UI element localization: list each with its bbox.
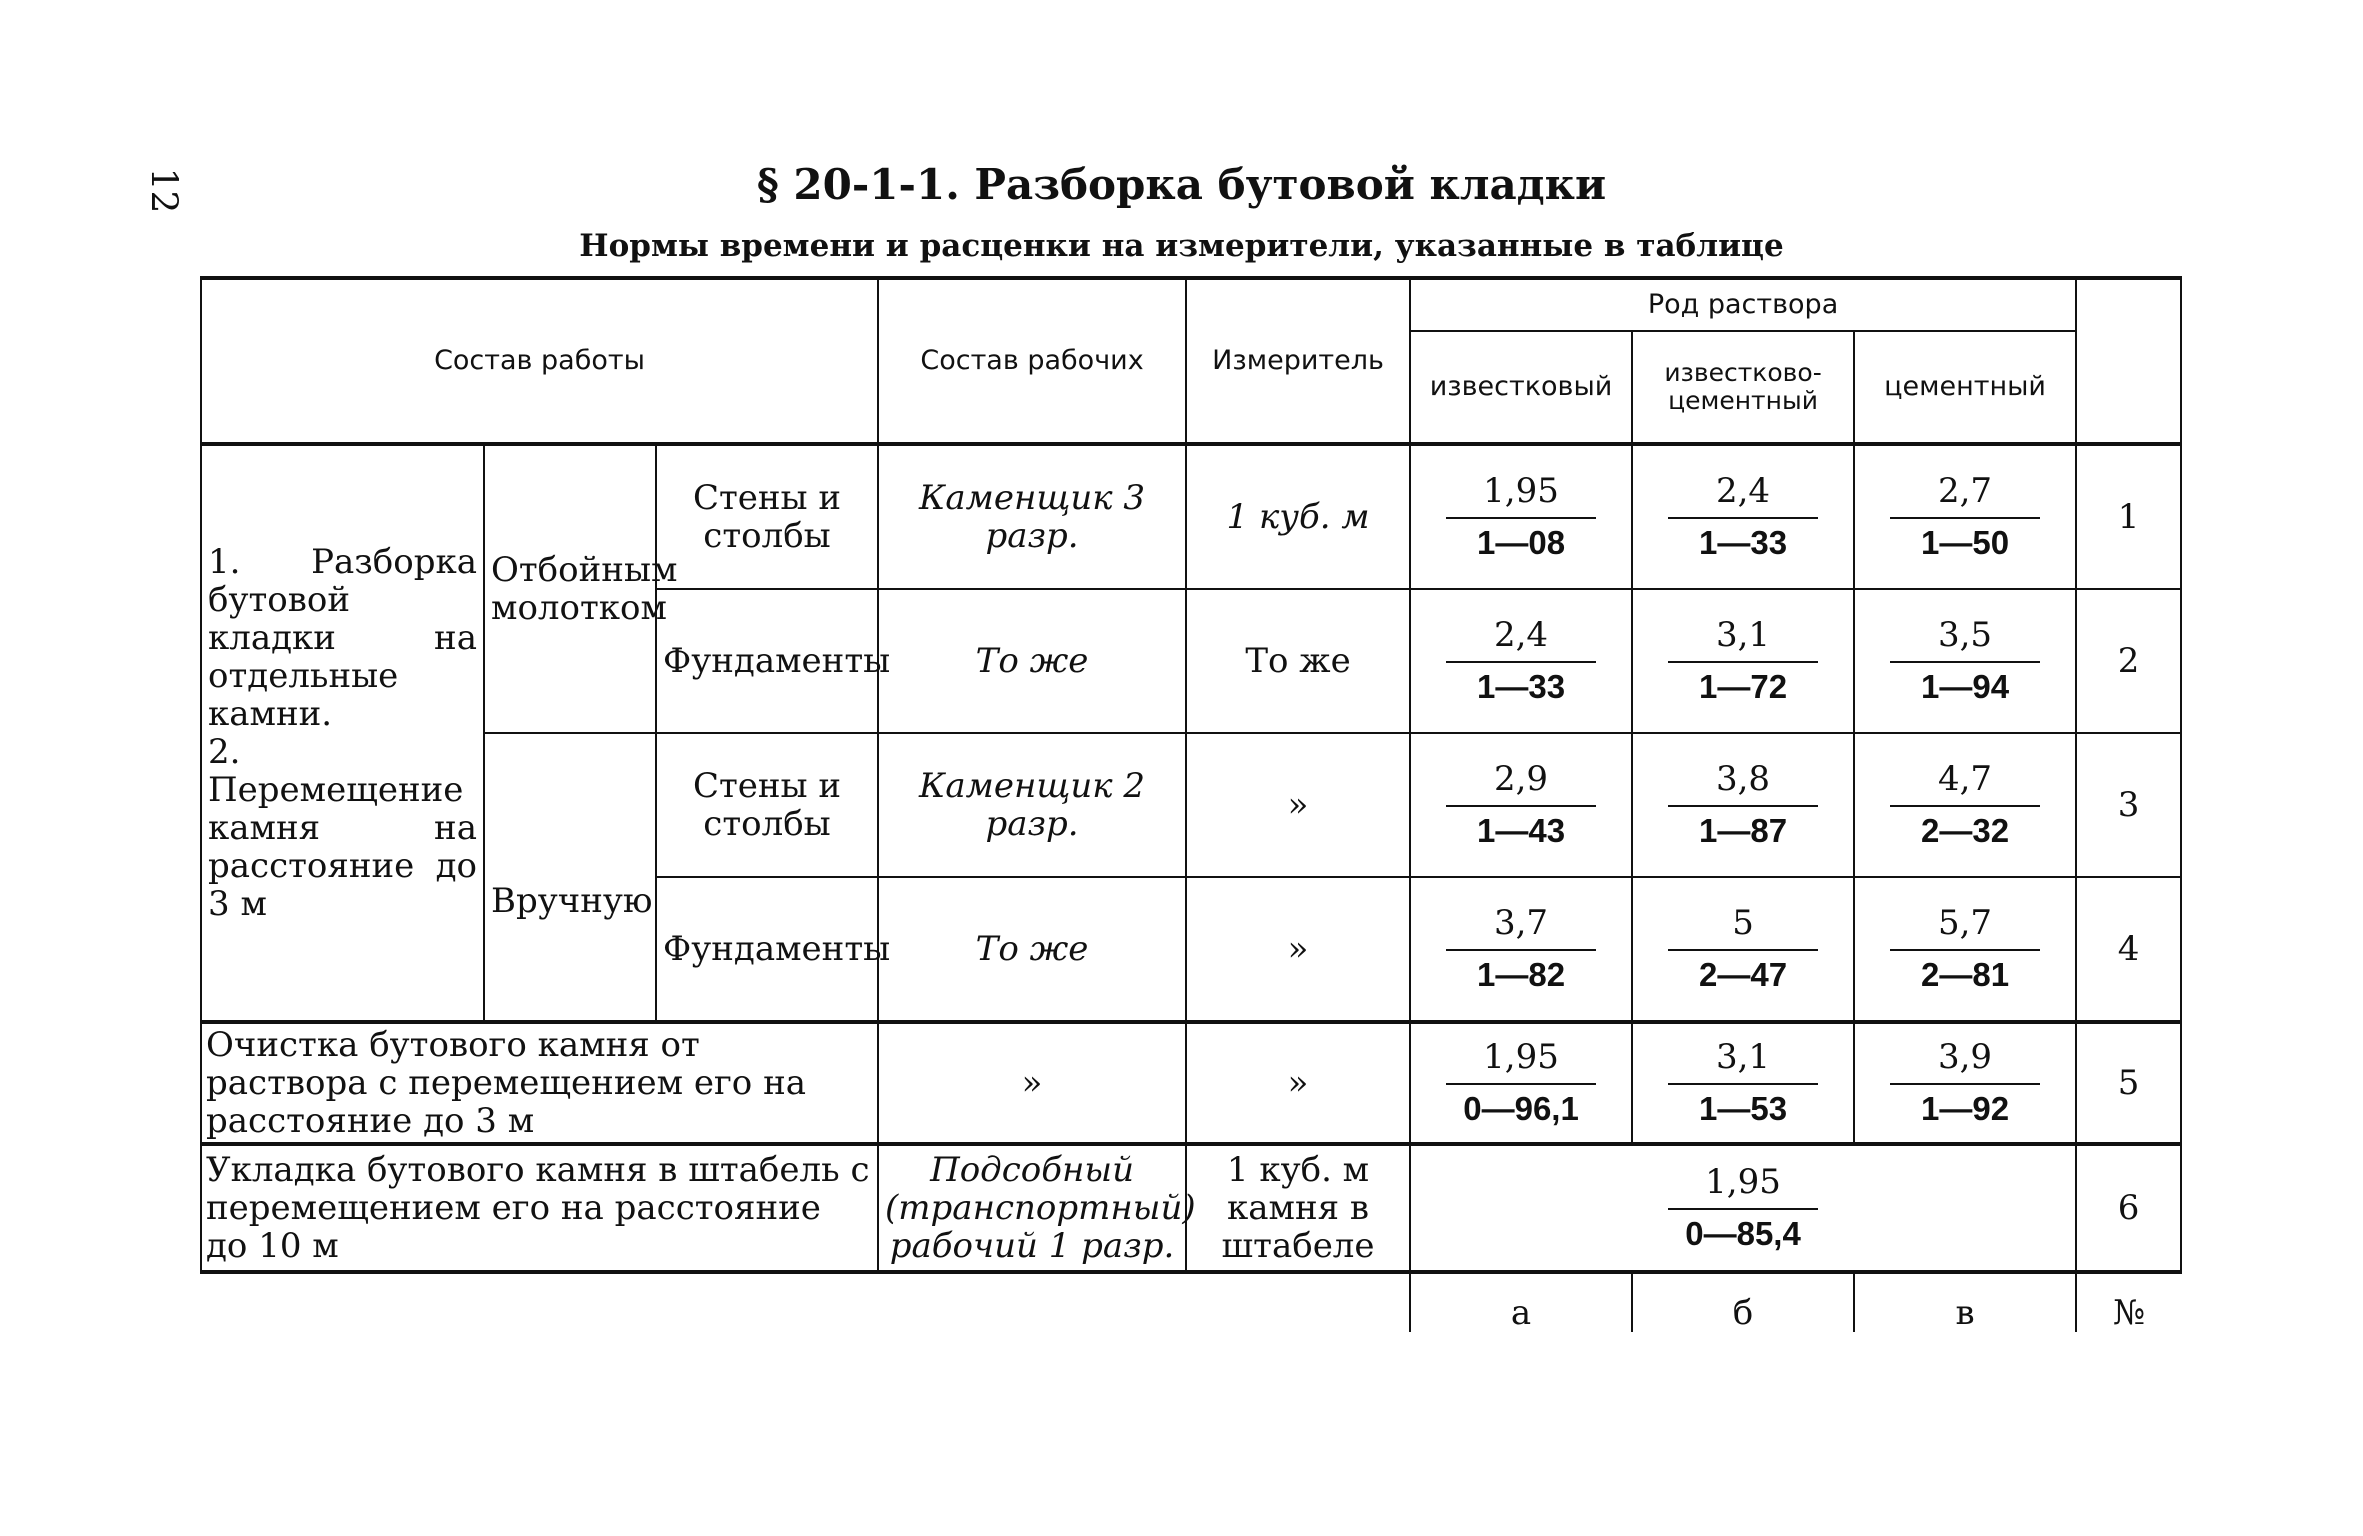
cement-cell: [1854, 444, 2076, 589]
lime-cell: [1410, 589, 1632, 733]
rate-value: 0—96,1: [1463, 1090, 1579, 1127]
header-workers-composition: Состав рабочих: [878, 278, 1186, 444]
table-row: [201, 444, 2181, 589]
description-cell: Укладка бутового камня в штабель с перемещением его на расстояние до 10 м: [201, 1144, 878, 1272]
lime-cell: [1410, 877, 1632, 1022]
header-row-1: [201, 278, 2181, 331]
norm-value: 1,95: [1668, 1162, 1818, 1210]
workers-cell: Подсобный (транспортный) рабочий 1 разр.: [878, 1144, 1186, 1272]
method-manual: Вручную: [484, 733, 656, 1022]
row-number: 6: [2076, 1144, 2181, 1272]
column-keys-row: [201, 1272, 2181, 1332]
norm-value: 3,7: [1446, 903, 1596, 951]
header-lime: известковый: [1410, 331, 1632, 444]
lime-cement-cell: [1632, 444, 1854, 589]
lime-cell: [1410, 733, 1632, 877]
norm-value: 5: [1668, 903, 1818, 951]
meter-cell: »: [1186, 877, 1410, 1022]
column-key-c: в: [1854, 1272, 2076, 1332]
rate-value: 1—33: [1699, 524, 1788, 561]
header-cement: цементный: [1854, 331, 2076, 444]
meter-cell: То же: [1186, 589, 1410, 733]
workers-cell: »: [878, 1022, 1186, 1144]
norm-value: 4,7: [1890, 759, 2040, 807]
group1-description-1: 1. Разборка бутовой кладки на отдельные камни.: [208, 542, 477, 734]
method-hammer: Отбойным молотком: [484, 444, 656, 733]
table-row: [201, 1022, 2181, 1144]
header-work-composition: Состав работы: [201, 278, 878, 444]
norm-value: 1,95: [1446, 1037, 1596, 1085]
rate-value: 1—43: [1477, 812, 1566, 849]
norms-table: [200, 276, 2182, 1332]
row-number: 5: [2076, 1022, 2181, 1144]
rate-value: 1—50: [1921, 524, 2010, 561]
cement-cell: [1854, 733, 2076, 877]
norm-value: 2,9: [1446, 759, 1596, 807]
group1-description-2: 2. Перемещение камня на расстояние до 3 м: [208, 732, 477, 924]
rate-value: 0—85,4: [1685, 1215, 1801, 1252]
table-row: [201, 1144, 2181, 1272]
meter-cell: 1 куб. м: [1186, 444, 1410, 589]
header-meter: Измеритель: [1186, 278, 1410, 444]
meter-cell: 1 куб. м камня в штабеле: [1186, 1144, 1410, 1272]
rate-value: 1—87: [1699, 812, 1788, 849]
row-number: 4: [2076, 877, 2181, 1022]
rate-value: 1—82: [1477, 956, 1566, 993]
lime-cell: [1410, 1022, 1632, 1144]
row-number: 2: [2076, 589, 2181, 733]
workers-cell: То же: [878, 589, 1186, 733]
meter-cell: »: [1186, 1022, 1410, 1144]
header-lime-cement: известково-цементный: [1632, 331, 1854, 444]
norm-value: 1,95: [1446, 471, 1596, 519]
section-title: § 20-1-1. Разборка бутовой кладки: [756, 160, 1607, 209]
lime-cell: [1410, 444, 1632, 589]
norm-value: 3,1: [1668, 615, 1818, 663]
norm-value: 2,7: [1890, 471, 2040, 519]
workers-cell: То же: [878, 877, 1186, 1022]
rate-value: 2—47: [1699, 956, 1788, 993]
element-cell: Фундаменты: [656, 877, 878, 1022]
workers-cell: Каменщик 2 разр.: [878, 733, 1186, 877]
section-subtitle: Нормы времени и расценки на измерители, указанные в таблице: [579, 228, 1784, 264]
lime-cement-cell: [1632, 1022, 1854, 1144]
norm-value: 3,1: [1668, 1037, 1818, 1085]
norm-value: 2,4: [1446, 615, 1596, 663]
norm-value: 3,8: [1668, 759, 1818, 807]
element-cell: Фундаменты: [656, 589, 878, 733]
group1-description: [201, 444, 484, 1022]
column-key-a: а: [1410, 1272, 1632, 1332]
cement-cell: [1854, 589, 2076, 733]
element-cell: Стены и столбы: [656, 733, 878, 877]
rate-value: 1—72: [1699, 668, 1788, 705]
header-mortar-type: Род раствора: [1410, 278, 2076, 331]
lime-cement-cell: [1632, 733, 1854, 877]
row-number: 3: [2076, 733, 2181, 877]
all-mortars-cell: [1410, 1144, 2076, 1272]
norm-value: 5,7: [1890, 903, 2040, 951]
column-key-b: б: [1632, 1272, 1854, 1332]
norm-value: 2,4: [1668, 471, 1818, 519]
lime-cement-cell: [1632, 877, 1854, 1022]
meter-cell: »: [1186, 733, 1410, 877]
header-num-blank: [2076, 278, 2181, 444]
table-row: [201, 733, 2181, 877]
rate-value: 2—32: [1921, 812, 2010, 849]
rate-value: 1—94: [1921, 668, 2010, 705]
row-number: 1: [2076, 444, 2181, 589]
cement-cell: [1854, 1022, 2076, 1144]
rate-value: 1—33: [1477, 668, 1566, 705]
rate-value: 1—53: [1699, 1090, 1788, 1127]
workers-cell: Каменщик 3 разр.: [878, 444, 1186, 589]
lime-cement-cell: [1632, 589, 1854, 733]
rate-value: 1—92: [1921, 1090, 2010, 1127]
description-cell: Очистка бутового камня от раствора с перемещением его на расстояние до 3 м: [201, 1022, 878, 1144]
rate-value: 1—08: [1477, 524, 1566, 561]
rate-value: 2—81: [1921, 956, 2010, 993]
element-cell: Стены и столбы: [656, 444, 878, 589]
norm-value: 3,9: [1890, 1037, 2040, 1085]
column-key-num: №: [2076, 1272, 2181, 1332]
page-number: 12: [142, 167, 184, 214]
norm-value: 3,5: [1890, 615, 2040, 663]
cement-cell: [1854, 877, 2076, 1022]
